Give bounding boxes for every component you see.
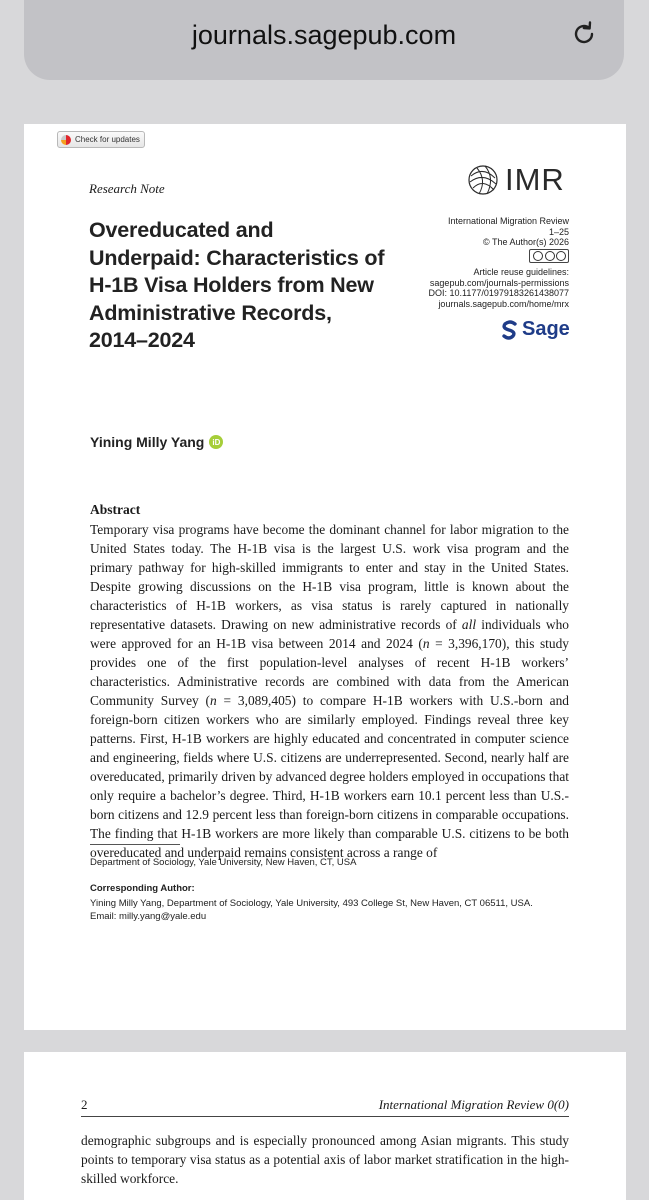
reload-icon[interactable] [570, 20, 598, 48]
journal-logo [467, 162, 569, 198]
address-bar[interactable] [24, 0, 624, 80]
corresponding-author-heading: Corresponding Author: [90, 883, 195, 894]
cc-by-nc-icon [529, 249, 569, 263]
journal-logo-text: IMR [505, 162, 565, 197]
crossmark-icon [61, 135, 71, 145]
sage-s-icon [502, 320, 518, 340]
reuse-guidelines-link[interactable]: sagepub.com/journals-permissions [429, 277, 569, 288]
article-type: Research Note [89, 181, 165, 196]
check-for-updates-label: Check for updates [75, 135, 140, 144]
page-range: 1–25 [548, 226, 569, 237]
article-title: Overeducated and Underpaid: Characteristics of H-1B Visa Holders from New Administrative Records, 2014–2024 [89, 218, 385, 352]
abstract-heading: Abstract [90, 502, 141, 517]
running-head: International Migration Review 0(0) [378, 1097, 569, 1112]
page-number: 2 [81, 1097, 88, 1112]
orcid-icon[interactable]: iD [209, 435, 223, 449]
author-name-text: Yining Milly Yang [90, 434, 205, 450]
author-name [90, 434, 223, 450]
doi[interactable]: DOI: 10.1177/01979183261438077 [428, 288, 569, 298]
url-text[interactable]: journals.sagepub.com [191, 20, 457, 50]
article-metadata [429, 216, 569, 309]
abstract-text: Temporary visa programs have become the dominant channel for labor migration to the United States today. The H-1B visa is the largest U.S. work visa program and the primary pathway for high-skilled immigrants to enter and stay in the United States. Despite growing discussions on the H-1B visa program, little is known about the characteristics of H-1B workers, as visa status is rarely captured in nationally representative datasets. Drawing on new administrative records of all individuals who were approved for an H-1B visa between 2014 and 2024 (n = 3,396,170), this study provides one of the first population-level analyses of recent H-1B workers’ characteristics. Administrative records are combined with data from the American Community Survey (n = 3,089,405) to compare H-1B workers with U.S.-born and foreign-born citizen workers who are similarly employed. Findings reveal three key patterns. First, H-1B workers are highly educated and concentrated in computer science and engineering, fields where U.S. citizens are underrepresented. Second, nearly half are overeducated, primarily driven by advanced degree holders employed in occupations that only require a bachelor’s degree. Third, H-1B workers earn 10.1 percent less than U.S.-born citizens and 12.9 percent less than foreign-born citizens in comparable occupations. The finding that H-1B workers are more likely than comparable U.S. citizens to be both overeducated and underpaid remains consistent across a range of [90, 522, 569, 860]
pdf-page-1 [24, 124, 626, 1030]
body-text: demographic subgroups and is especially pronounced among Asian migrants. This study points to temporary visa status as a potential axis of labor market stratification in the high-skilled workforce. [81, 1133, 569, 1186]
footnote-divider [90, 844, 180, 845]
globe-icon [467, 164, 499, 196]
journal-home-link[interactable]: journals.sagepub.com/home/mrx [438, 298, 569, 309]
copyright: © The Author(s) 2026 [482, 237, 569, 247]
affiliation: Department of Sociology, Yale University, New Haven, CT, USA [90, 857, 357, 868]
corresponding-author-details [90, 897, 570, 923]
header-divider [81, 1116, 569, 1117]
pdf-page-2 [24, 1052, 626, 1200]
journal-name: International Migration Review [447, 216, 569, 226]
sage-logo [502, 318, 570, 341]
reuse-guidelines-label: Article reuse guidelines: [473, 267, 569, 277]
corresponding-author-address: Yining Milly Yang, Department of Sociology, Yale University, 493 College St, New Haven, CT 06511, USA. [90, 898, 533, 909]
check-for-updates-button[interactable] [57, 131, 145, 148]
sage-logo-text: Sage [522, 318, 570, 340]
corresponding-author-email[interactable]: Email: milly.yang@yale.edu [90, 911, 207, 922]
